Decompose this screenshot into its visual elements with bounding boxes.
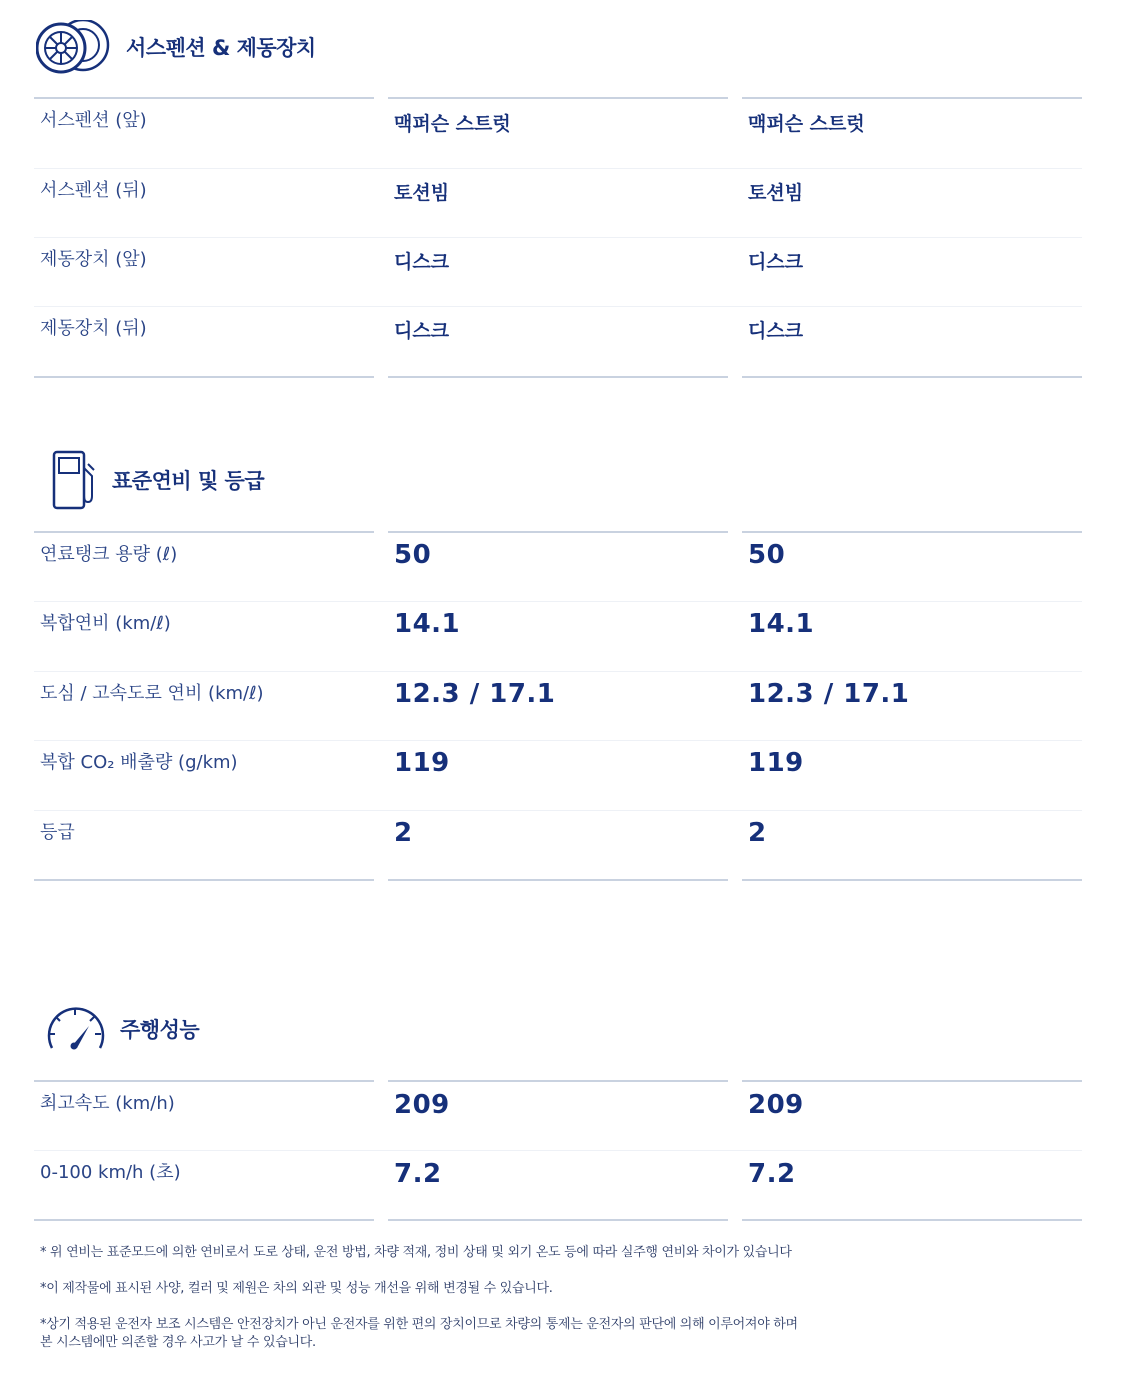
spec-value: 디스크 xyxy=(748,320,804,342)
column-divider xyxy=(34,531,374,533)
column-divider xyxy=(388,531,728,533)
column-divider xyxy=(742,376,1082,378)
column-divider xyxy=(34,97,374,99)
row-divider xyxy=(34,1150,1082,1151)
footnote: 본 시스템에만 의존할 경우 사고가 날 수 있습니다. xyxy=(40,1335,316,1350)
column-divider xyxy=(34,1219,374,1221)
spec-value: 토션빔 xyxy=(748,182,804,204)
column-divider xyxy=(388,879,728,881)
spec-value: 디스크 xyxy=(394,251,450,273)
section-title: 주행성능 xyxy=(120,1018,200,1042)
column-divider xyxy=(388,376,728,378)
footnote: * 위 연비는 표준모드에 의한 연비로서 도로 상태, 운전 방법, 차량 적재, 정비 상태 및 외기 온도 등에 따라 실주행 연비와 차이가 있습니다 xyxy=(40,1245,792,1260)
section-title: 표준연비 및 등급 xyxy=(112,469,265,493)
section-header-suspension xyxy=(36,20,316,74)
spec-value: 12.3 / 17.1 xyxy=(748,679,910,709)
spec-value: 디스크 xyxy=(748,251,804,273)
row-divider xyxy=(34,237,1082,238)
spec-value: 7.2 xyxy=(394,1159,442,1189)
spec-label: 도심 / 고속도로 연비 (km/ℓ) xyxy=(40,683,264,704)
spec-value: 12.3 / 17.1 xyxy=(394,679,556,709)
spec-value: 119 xyxy=(748,748,804,778)
spec-value: 토션빔 xyxy=(394,182,450,204)
column-divider xyxy=(388,1219,728,1221)
spec-value: 맥퍼슨 스트럿 xyxy=(748,113,865,135)
spec-label: 제동장치 (앞) xyxy=(40,249,147,270)
row-divider xyxy=(34,168,1082,169)
column-divider xyxy=(742,97,1082,99)
spec-value: 14.1 xyxy=(394,609,461,639)
row-divider xyxy=(34,601,1082,602)
spec-label: 연료탱크 용량 (ℓ) xyxy=(40,544,178,565)
spec-value: 14.1 xyxy=(748,609,815,639)
spec-value: 50 xyxy=(748,540,786,570)
footnote: *상기 적용된 운전자 보조 시스템은 안전장치가 아닌 운전자를 위한 편의 장치이므로 차량의 통제는 운전자의 판단에 의해 이루어져야 하며 xyxy=(40,1317,798,1332)
spec-value: 2 xyxy=(748,818,767,848)
spec-label: 서스펜션 (앞) xyxy=(40,110,147,131)
section-title: 서스펜션 & 제동장치 xyxy=(126,36,316,60)
wheel-brake-icon xyxy=(36,20,112,74)
column-divider xyxy=(388,97,728,99)
column-divider xyxy=(742,879,1082,881)
row-divider xyxy=(34,671,1082,672)
section-header-fuel xyxy=(50,448,264,512)
column-divider xyxy=(34,376,374,378)
fuel-pump-icon xyxy=(50,448,100,512)
spec-value: 119 xyxy=(394,748,450,778)
spec-label: 최고속도 (km/h) xyxy=(40,1093,175,1114)
row-divider xyxy=(34,740,1082,741)
row-divider xyxy=(34,810,1082,811)
spec-label: 복합연비 (km/ℓ) xyxy=(40,613,171,634)
column-divider xyxy=(34,879,374,881)
spec-value: 209 xyxy=(748,1090,804,1120)
column-divider xyxy=(742,1219,1082,1221)
spec-label: 0-100 km/h (초) xyxy=(40,1162,181,1183)
column-divider xyxy=(388,1080,728,1082)
spec-value: 디스크 xyxy=(394,320,450,342)
spec-value: 7.2 xyxy=(748,1159,796,1189)
footnote: *이 제작물에 표시된 사양, 컬러 및 제원은 차의 외관 및 성능 개선을 위해 변경될 수 있습니다. xyxy=(40,1281,553,1296)
spec-label: 등급 xyxy=(40,822,75,843)
spec-label: 복합 CO₂ 배출량 (g/km) xyxy=(40,752,238,773)
column-divider xyxy=(34,1080,374,1082)
spec-value: 맥퍼슨 스트럿 xyxy=(394,113,511,135)
column-divider xyxy=(742,1080,1082,1082)
column-divider xyxy=(742,531,1082,533)
spec-label: 제동장치 (뒤) xyxy=(40,318,147,339)
row-divider xyxy=(34,306,1082,307)
spec-value: 2 xyxy=(394,818,413,848)
spec-value: 209 xyxy=(394,1090,450,1120)
spec-label: 서스펜션 (뒤) xyxy=(40,180,147,201)
spec-value: 50 xyxy=(394,540,432,570)
speedometer-icon xyxy=(44,1004,106,1054)
section-header-performance xyxy=(44,1004,199,1054)
